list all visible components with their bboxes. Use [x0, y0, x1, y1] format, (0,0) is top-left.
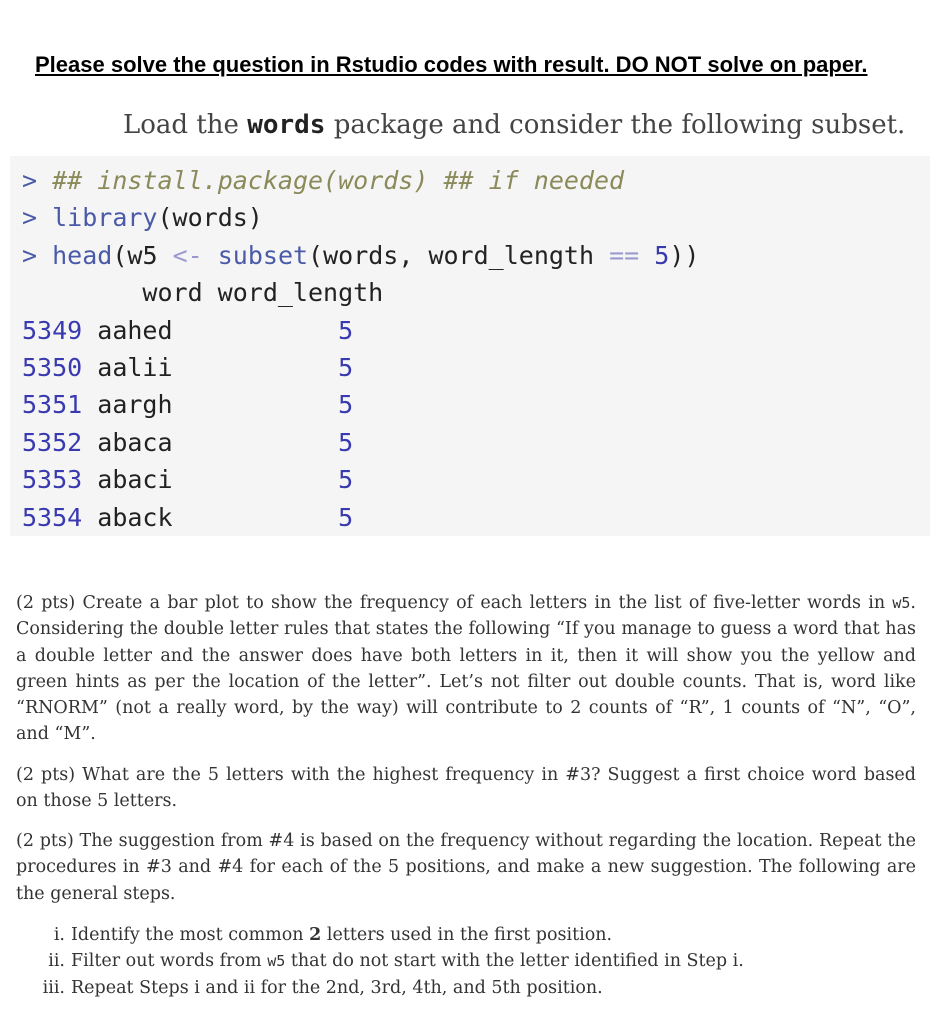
step-i-text-b: letters used in the first position.: [321, 925, 613, 945]
head-args-a: (w5: [112, 240, 173, 270]
code-line-head: [10, 237, 930, 274]
question-4: (2 pts) What are the 5 letters with the highest frequency in #3? Suggest a first choice word based on those 5 letters.: [16, 765, 916, 812]
library-func: library: [52, 203, 158, 233]
row-word: aback: [97, 502, 173, 532]
row-length: 5: [338, 390, 354, 420]
step-ii-code: w5: [267, 952, 286, 971]
output-row: [10, 312, 930, 349]
console-prompt: >: [22, 166, 38, 195]
row-id: 5350: [22, 352, 83, 382]
page-heading: Please solve the question in Rstudio codes with result. DO NOT solve on paper.: [35, 52, 868, 77]
question-3-text-b: . Considering the double letter rules that states the following “If you manage to guess a word that has a double letter and the answer does have both letters in it, then it will show you the yellow and green hints as per the location of the letter”. Let’s not filter out double counts. That is, word like “RNORM” (not a really word, by the way) will contribute to 2 counts of “R”, 1 counts of “N”, “O”, and “M”.: [16, 593, 916, 745]
step-iii-text: Repeat Steps i and ii for the 2nd, 3rd, 4th, and 5th position.: [71, 977, 603, 998]
assign-op: <-: [172, 240, 203, 270]
row-length: 5: [338, 465, 354, 495]
step-ii: [22, 948, 922, 974]
row-id: 5353: [22, 465, 83, 495]
step-number: i.: [53, 925, 65, 945]
console-prompt: >: [22, 203, 38, 233]
subset-space: [639, 241, 654, 270]
subset-args: (words, word_length: [308, 240, 610, 270]
row-id: 5352: [22, 427, 83, 457]
row-word: aahed: [97, 315, 173, 345]
code-line-install: [10, 162, 930, 199]
intro-package-name: words: [247, 110, 326, 140]
row-id: 5349: [22, 315, 83, 345]
output-header: word word_length: [22, 278, 384, 308]
output-row: [10, 349, 930, 386]
question-5: (2 pts) The suggestion from #4 is based on the frequency without regarding the location. Repeat the procedures in #3 and #4 for each of the 5 positions, and make a new suggestion. The following are the general steps.: [16, 831, 916, 904]
step-list: [22, 922, 922, 1001]
step-number: iii.: [42, 977, 65, 998]
subset-func: subset: [217, 240, 309, 270]
row-length: 5: [338, 427, 354, 457]
row-id: 5354: [22, 502, 83, 532]
library-args: (words): [157, 203, 263, 233]
step-number: ii.: [48, 951, 65, 972]
install-comment: ## install.package(words) ## if needed: [52, 166, 625, 195]
intro-before: Load the: [123, 110, 248, 140]
row-word: abaca: [97, 427, 173, 457]
row-length: 5: [338, 352, 354, 382]
step-i-bold: 2: [309, 925, 322, 945]
head-func: head: [52, 240, 113, 270]
intro-text: [123, 110, 933, 140]
eq-op: ==: [609, 240, 640, 270]
step-ii-text-b: that do not start with the letter identified in Step i.: [285, 951, 744, 972]
row-id: 5351: [22, 390, 83, 420]
question-3-code: w5: [892, 594, 911, 612]
row-length: 5: [338, 502, 354, 532]
subset-number: 5: [654, 240, 670, 270]
row-length: 5: [338, 315, 354, 345]
row-word: abaci: [97, 465, 173, 495]
step-iii: [22, 975, 922, 1001]
question-3: [16, 590, 916, 748]
output-row: [10, 386, 930, 423]
output-row: [10, 461, 930, 498]
step-i: [22, 922, 922, 948]
question-3-text-a: (2 pts) Create a bar plot to show the frequency of each letters in the list of five-letter words in: [16, 593, 893, 613]
step-i-text-a: Identify the most common: [71, 925, 310, 945]
output-row: [10, 499, 930, 536]
row-word: aargh: [97, 390, 173, 420]
console-prompt: >: [22, 240, 38, 270]
row-word: aalii: [97, 352, 173, 382]
code-block: [10, 156, 930, 536]
head-args-b: [203, 241, 218, 270]
subset-close: )): [669, 240, 700, 270]
intro-after: package and consider the following subset.: [325, 110, 906, 140]
output-row: [10, 424, 930, 461]
step-ii-text-a: Filter out words from: [71, 951, 268, 972]
code-line-library: [10, 199, 930, 236]
